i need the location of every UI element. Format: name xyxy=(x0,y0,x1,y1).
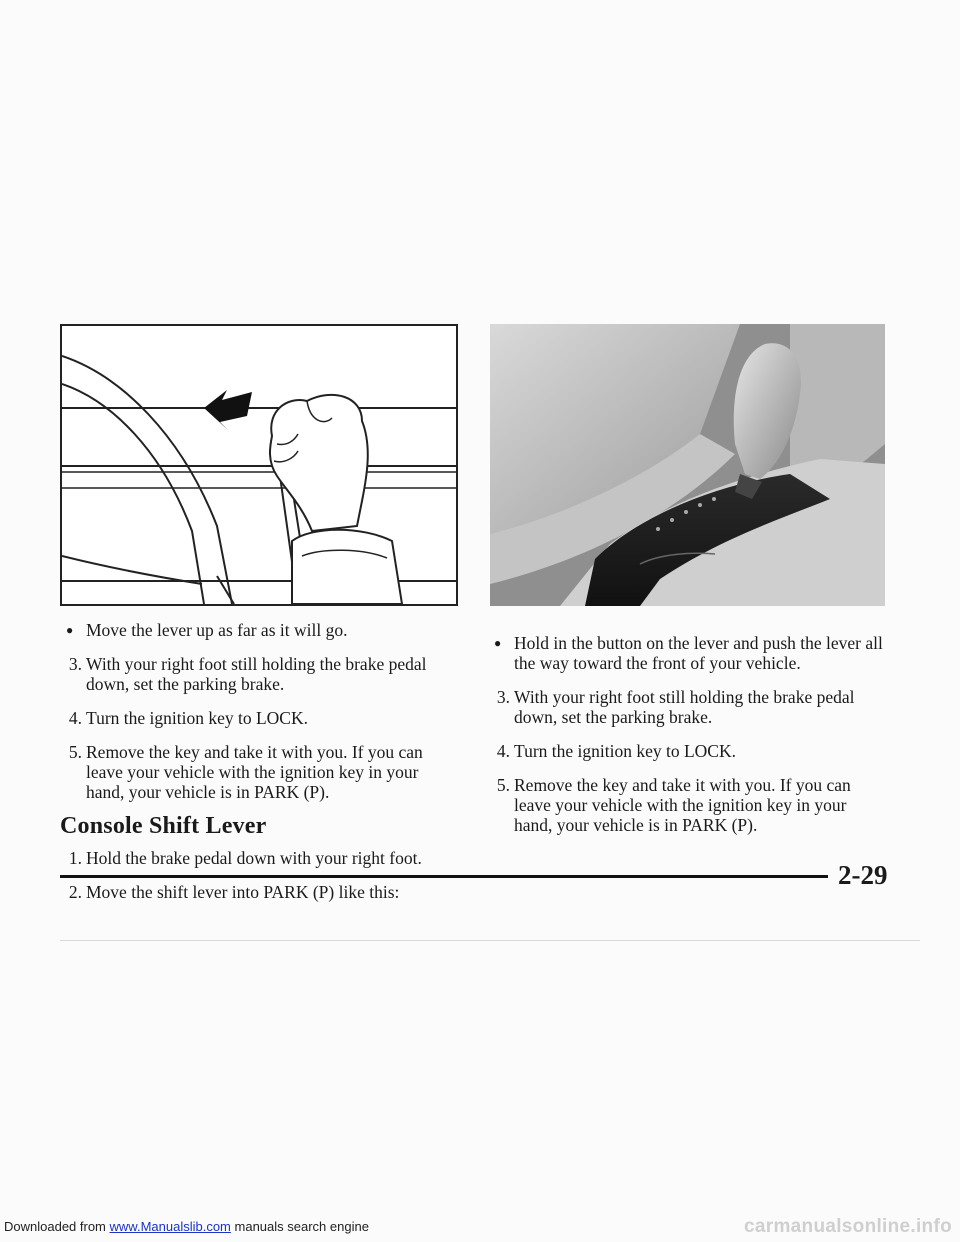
list-item xyxy=(60,882,460,902)
bullet-text: Hold in the button on the lever and push the lever all the way toward the front of your vehicle. xyxy=(514,633,883,673)
list-item xyxy=(488,687,888,727)
faint-divider xyxy=(60,940,920,941)
step-number: 4. xyxy=(496,741,510,761)
step-text: Remove the key and take it with you. If you can leave your vehicle with the ignition key in your hand, your vehicle is in PARK (P). xyxy=(514,775,851,835)
list-item xyxy=(60,654,460,694)
step-number: 4. xyxy=(68,708,82,728)
console-shifter-image xyxy=(490,324,885,606)
step-number: 5. xyxy=(68,742,82,762)
step-text: Hold the brake pedal down with your right foot. xyxy=(86,848,422,868)
hand-on-column-lever-drawing xyxy=(62,326,456,604)
bullet-item xyxy=(488,633,888,673)
bullet-icon: ● xyxy=(66,623,74,637)
list-item xyxy=(60,848,460,868)
step-number: 1. xyxy=(68,848,82,868)
list-item xyxy=(488,741,888,761)
list-item xyxy=(60,708,460,728)
console-shift-photo xyxy=(490,324,885,606)
section-heading: Console Shift Lever xyxy=(60,813,267,839)
bullet-item xyxy=(60,620,460,640)
page-divider xyxy=(60,875,828,878)
footer-prefix: Downloaded from xyxy=(4,1219,106,1234)
bullet-text: Move the lever up as far as it will go. xyxy=(86,620,348,640)
step-number: 3. xyxy=(496,687,510,707)
right-text-column xyxy=(488,633,888,849)
step-text: With your right foot still holding the brake pedal down, set the parking brake. xyxy=(86,654,427,694)
left-text-column xyxy=(60,620,460,916)
page-number: 2-29 xyxy=(838,860,888,890)
list-item xyxy=(488,775,888,835)
list-item xyxy=(60,742,460,802)
manualslib-link[interactable]: www.Manualslib.com xyxy=(109,1219,231,1234)
step-text: Turn the ignition key to LOCK. xyxy=(86,708,308,728)
watermark: carmanualsonline.info xyxy=(744,1216,952,1237)
step-text: Turn the ignition key to LOCK. xyxy=(514,741,736,761)
footer-suffix: manuals search engine xyxy=(234,1219,369,1234)
step-number: 3. xyxy=(68,654,82,674)
footer-bar xyxy=(0,1216,960,1238)
column-shift-illustration xyxy=(60,324,458,606)
step-text: With your right foot still holding the brake pedal down, set the parking brake. xyxy=(514,687,855,727)
bullet-icon: ● xyxy=(494,636,502,650)
step-number: 2. xyxy=(68,882,82,902)
step-number: 5. xyxy=(496,775,510,795)
step-text: Remove the key and take it with you. If you can leave your vehicle with the ignition key in your hand, your vehicle is in PARK (P). xyxy=(86,742,423,802)
step-text: Move the shift lever into PARK (P) like this: xyxy=(86,882,400,902)
download-notice xyxy=(4,1219,369,1234)
